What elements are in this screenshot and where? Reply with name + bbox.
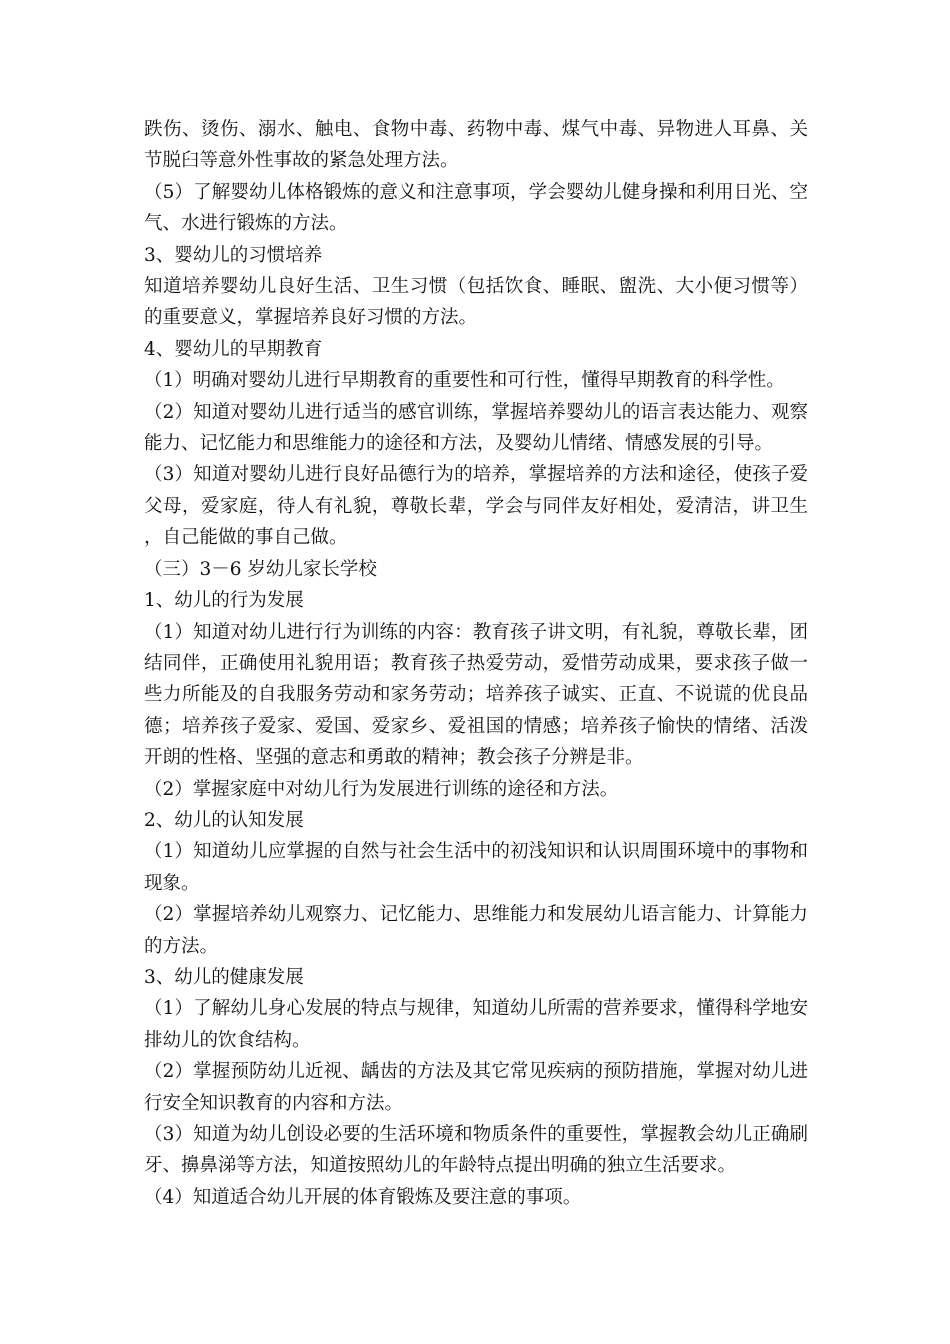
paragraph-health-development-1: （1）了解幼儿身心发展的特点与规律，知道幼儿所需的营养要求，懂得科学地安排幼儿的饮食结构。 <box>144 998 808 1051</box>
document-page <box>144 114 808 1213</box>
paragraph-early-education-2: （2）知道对婴幼儿进行适当的感官训练，掌握培养婴幼儿的语言表达能力、观察能力、记忆能力和思维能力的途径和方法，及婴幼儿情绪、情感发展的引导。 <box>144 401 808 455</box>
paragraph-physical-exercise: （5）了解婴幼儿体格锻炼的意义和注意事项，学会婴幼儿健身操和利用日光、空气、水进行锻炼的方法。 <box>144 181 808 235</box>
heading-early-education: 4、婴幼儿的早期教育 <box>144 338 323 360</box>
paragraph-cognitive-development-2: （2）掌握培养幼儿观察力、记忆能力、思维能力和发展幼儿语言能力、计算能力的方法。 <box>144 904 808 957</box>
heading-parent-school-3-6: （三）3－6 岁幼儿家长学校 <box>144 558 377 580</box>
heading-cognitive-development: 2、幼儿的认知发展 <box>144 809 304 831</box>
paragraph-behavior-development-2: （2）掌握家庭中对幼儿行为发展进行训练的途径和方法。 <box>144 778 619 800</box>
paragraph-health-development-4: （4）知道适合幼儿开展的体育锻炼及要注意的事项。 <box>144 1186 582 1208</box>
paragraph-early-education-1: （1）明确对婴幼儿进行早期教育的重要性和可行性，懂得早期教育的科学性。 <box>144 370 785 392</box>
paragraph-accident-handling-continued: 跌伤、烫伤、溺水、触电、食物中毒、药物中毒、煤气中毒、异物进人耳鼻、关节脱臼等意外性事故的紧急处理方法。 <box>144 119 808 172</box>
paragraph-health-development-2: （2）掌握预防幼儿近视、龋齿的方法及其它常见疾病的预防措施，掌握对幼儿进行安全知识教育的内容和方法。 <box>144 1061 808 1114</box>
paragraph-habit-cultivation: 知道培养婴幼儿良好生活、卫生习惯（包括饮食、睡眠、盥洗、大小便习惯等）的重要意义，掌握培养良好习惯的方法。 <box>144 276 808 329</box>
heading-health-development: 3、幼儿的健康发展 <box>144 966 304 988</box>
paragraph-early-education-3: （3）知道对婴幼儿进行良好品德行为的培养，掌握培养的方法和途径，使孩子爱父母，爱家庭，待人有礼貌，尊敬长辈，学会与同伴友好相处，爱清洁，讲卫生，自己能做的事自己做。 <box>144 464 808 549</box>
paragraph-cognitive-development-1: （1）知道幼儿应掌握的自然与社会生活中的初浅知识和认识周围环境中的事物和现象。 <box>144 841 808 894</box>
heading-behavior-development: 1、幼儿的行为发展 <box>144 590 304 612</box>
paragraph-health-development-3: （3）知道为幼儿创设必要的生活环境和物质条件的重要性，掌握教会幼儿正确刷牙、擤鼻涕等方法，知道按照幼儿的年龄特点提出明确的独立生活要求。 <box>144 1124 808 1177</box>
heading-habit-cultivation: 3、婴幼儿的习惯培养 <box>144 244 323 266</box>
paragraph-behavior-development-1: （1）知道对幼儿进行行为训练的内容：教育孩子讲文明，有礼貌，尊敬长辈，团结同伴，正确使用礼貌用语；教育孩子热爱劳动，爱惜劳动成果，要求孩子做一些力所能及的自我服务劳动和家务劳动；培养孩子诚实、正直、不说谎的优良品德；培养孩子爱家、爱国、爱家乡、爱祖国的情感；培养孩子愉快的情绪、活泼开朗的性格、坚强的意志和勇敢的精神；教会孩子分辨是非。 <box>144 621 808 769</box>
